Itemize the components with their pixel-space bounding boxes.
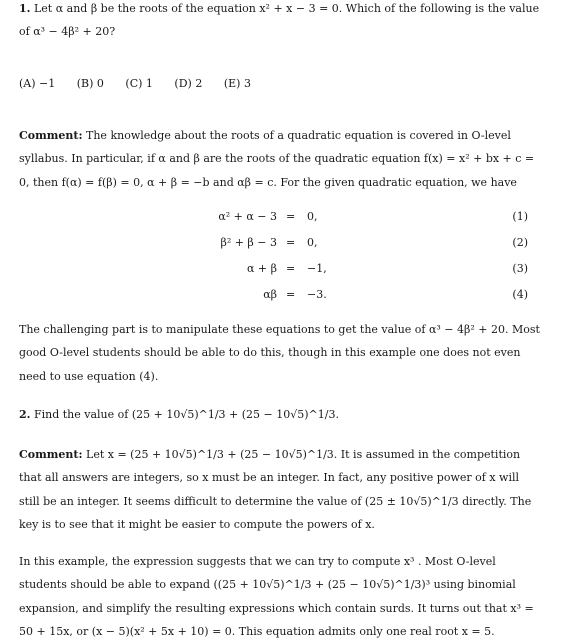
comment-2-text: Let x = (25 + 10√5)^1/3 + (25 − 10√5)^1/3. It is assumed in the competition that all answers are integers, so x must be an integer. In fact, any positive power of x will still be an integer. It seems difficult to determine the value of (25 ± 10√5)^1/3 directly. The key is to see that it might be easier to compute the powers of x. (19, 448, 532, 531)
equation-lhs: α² + α − 3 (218, 210, 277, 223)
answer-options (19, 72, 543, 95)
question-1-number: 1. (19, 2, 31, 15)
question-2-text: Find the value of (25 + 10√5)^1/3 + (25 − 10√5)^1/3. (33, 408, 339, 421)
comment-1 (19, 124, 543, 194)
option-e: (E) 3 (223, 77, 251, 90)
question-2 (19, 403, 543, 426)
equation-row (0, 283, 562, 307)
comment-1-label: Comment: (19, 129, 83, 142)
equation-lhs: α + β (247, 262, 277, 275)
option-c: (C) 1 (125, 77, 153, 90)
comment-1-after: The challenging part is to manipulate these equations to get the value of α³ − 4β² + 20. Most good O-level students should be able to do this, though in this example one does not even need to use equation (4). (19, 323, 540, 383)
equation-number: (1) (512, 210, 528, 223)
equation-rhs: −1, (307, 262, 327, 275)
equation-rhs: 0, (307, 236, 318, 249)
equation-number: (4) (512, 288, 528, 301)
comment-2-label: Comment: (19, 448, 83, 461)
comment-2 (19, 443, 543, 536)
equation-number: (2) (512, 236, 528, 249)
option-d: (D) 2 (174, 77, 203, 90)
equation-sign: = (286, 210, 296, 223)
equation-row (0, 231, 562, 255)
equation-row (0, 257, 562, 281)
equation-sign: = (286, 236, 296, 249)
question-2-number: 2. (19, 408, 31, 421)
equation-sign: = (286, 288, 296, 301)
question-1 (19, 0, 543, 44)
equation-number: (3) (512, 262, 528, 275)
option-b: (B) 0 (76, 77, 104, 90)
equation-rhs: 0, (307, 210, 318, 223)
option-a: (A) −1 (19, 77, 56, 90)
comment-1-text: The knowledge about the roots of a quadratic equation is covered in O-level syllabus. In particular, if α and β are the roots of the quadratic equation f(x) = x² + bx + c = 0, then f(α) = f(β) = 0, α + β = −b and αβ = c. For the given quadratic equation, we have (19, 129, 535, 189)
question-1-text: Let α and β be the roots of the equation x² + x − 3 = 0. Which of the following is the value of α³ − 4β² + 20? (19, 2, 540, 39)
comment-2-para2: In this example, the expression suggests that we can try to compute x³ . Most O-level students should be able to expand ((25 + 10√5)^1/3 + (25 − 10√5)^1/3)³ using binomial expansion, and simplify the resulting expressions which contain surds. It turns out that x³ = 50 + 15x, or (x − 5)(x² + 5x + 10) = 0. This equation admits only one real root x = 5. (19, 555, 534, 638)
equation-lhs: β² + β − 3 (220, 236, 277, 249)
equation-sign: = (286, 262, 296, 275)
equation-lhs: αβ (263, 288, 277, 301)
equation-rhs: −3. (307, 288, 327, 301)
equation-row (0, 205, 562, 229)
